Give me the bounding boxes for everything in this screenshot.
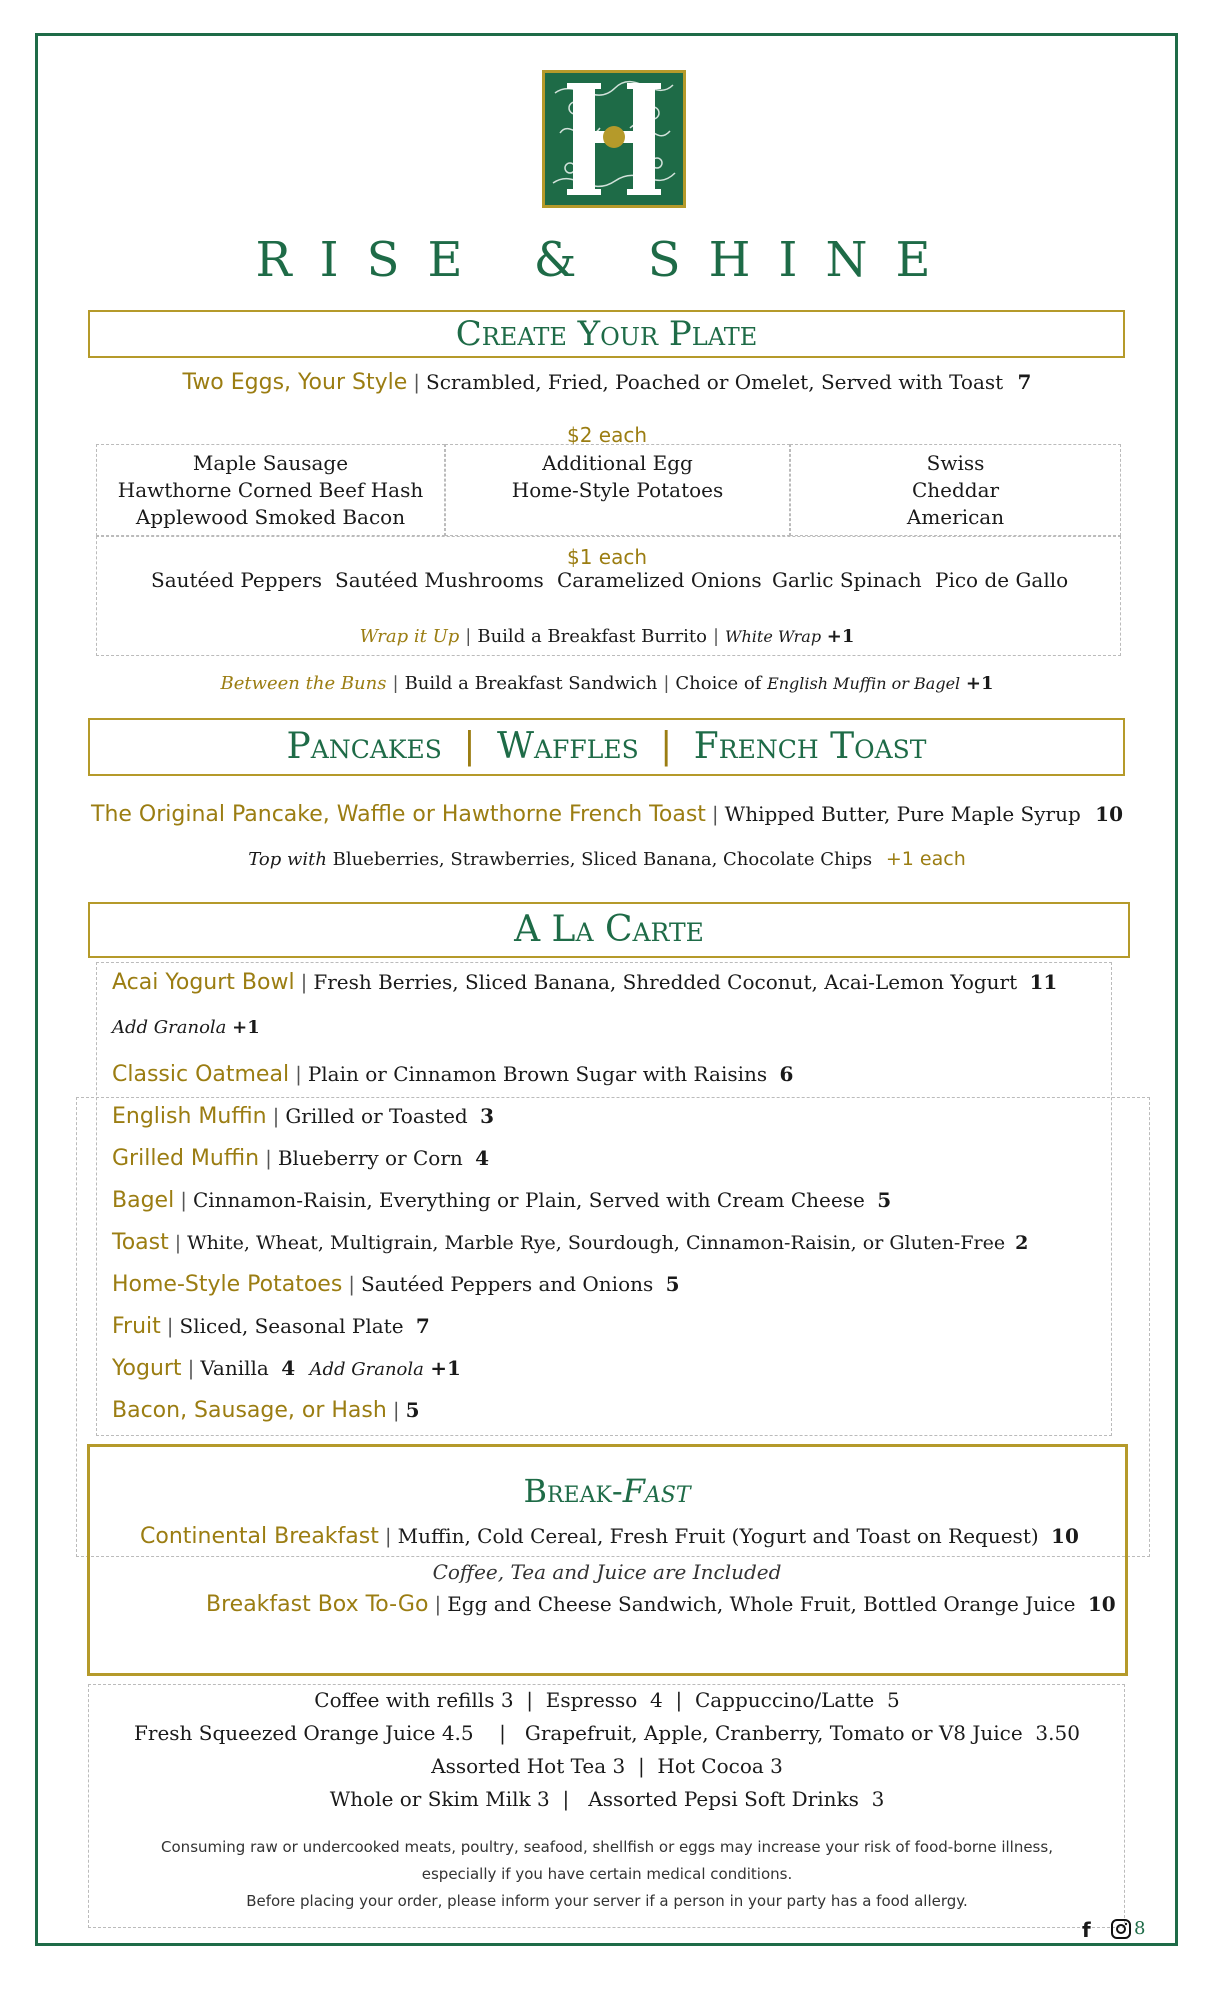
box-price: 10: [1087, 1592, 1116, 1616]
box-to-go-line: Breakfast Box To-Go | Egg and Cheese Sandwich, Whole Fruit, Bottled Orange Juice 10: [206, 1592, 1116, 1617]
drinks-line-3: Assorted Hot Tea 3 | Hot Cocoa 3: [431, 1754, 783, 1778]
wrap-line: Wrap it Up | Build a Breakfast Burrito | White Wrap +1: [359, 626, 855, 647]
menu-item-toast: Toast | White, Wheat, Multigrain, Marble Rye, Sourdough, Cinnamon-Raisin, or Gluten-Free 2: [112, 1230, 1029, 1255]
facebook-icon[interactable]: f: [1082, 1918, 1091, 1942]
option-item: Sautéed Peppers: [151, 568, 323, 592]
two-eggs-line: Two Eggs, Your Style | Scrambled, Fried, Poached or Omelet, Served with Toast 7: [182, 370, 1032, 395]
potatoes-desc: Sautéed Peppers and Onions: [361, 1272, 654, 1296]
pancakes-heading-1: Pancakes: [286, 726, 442, 767]
disclaimer-line-3: Before placing your order, please inform your server if a person in your party has a food allergy.: [246, 1892, 968, 1910]
option-item: Garlic Spinach: [772, 568, 922, 592]
extra-option: Additional Egg: [542, 451, 693, 475]
meat-option: Maple Sausage: [192, 451, 349, 475]
toppings-line: [0, 848, 1214, 870]
toast-name: Toast: [112, 1230, 169, 1255]
cheese-option: American: [906, 505, 1005, 529]
drinks-line-2: Fresh Squeezed Orange Juice 4.5 | Grapefruit, Apple, Cranberry, Tomato or V8 Juice 3.50: [134, 1721, 1080, 1745]
pancakes-item-name: The Original Pancake, Waffle or Hawthorne French Toast: [91, 802, 706, 827]
bagel-price: 5: [877, 1188, 892, 1212]
potatoes-price: 5: [665, 1272, 680, 1296]
grilled-desc: Blueberry or Corn: [277, 1146, 463, 1170]
alacarte-heading: A La Carte: [88, 902, 1130, 958]
pancakes-item-price: 10: [1095, 802, 1123, 826]
top-with-label: Top with: [248, 849, 327, 870]
menu-item-meats: Bacon, Sausage, or Hash | 5: [112, 1398, 420, 1423]
grilled-name: Grilled Muffin: [112, 1146, 260, 1171]
menu-title: RISE & SHINE: [255, 232, 959, 288]
one-dollar-label: $1 each: [566, 545, 648, 569]
fruit-desc: Sliced, Seasonal Plate: [179, 1314, 404, 1338]
option-item: Caramelized Onions: [557, 568, 762, 592]
fruit-name: Fruit: [112, 1314, 161, 1339]
menu-item-oatmeal: Classic Oatmeal | Plain or Cinnamon Brown Sugar with Raisins 6: [112, 1062, 794, 1087]
english-name: English Muffin: [112, 1104, 267, 1129]
acai-desc: Fresh Berries, Sliced Banana, Shredded Coconut, Acai-Lemon Yogurt: [313, 970, 1018, 994]
cheese-option: Cheddar: [911, 478, 1000, 502]
option-item: Pico de Gallo: [935, 568, 1069, 592]
two-eggs-desc: Scrambled, Fried, Poached or Omelet, Served with Toast: [426, 370, 1004, 394]
extra-option: Home-Style Potatoes: [511, 478, 724, 502]
pancakes-heading-3: French Toast: [693, 726, 927, 767]
pancakes-item-desc: Whipped Butter, Pure Maple Syrup: [724, 802, 1081, 826]
box-name: Breakfast Box To-Go: [206, 1592, 429, 1617]
buns-extra: English Muffin or Bagel: [767, 674, 961, 693]
continental-price: 10: [1051, 1524, 1079, 1548]
menu-item-bagel: Bagel | Cinnamon-Raisin, Everything or Plain, Served with Cream Cheese 5: [112, 1188, 892, 1213]
continental-name: Continental Breakfast: [140, 1524, 379, 1549]
instagram-icon[interactable]: [1110, 1918, 1132, 1940]
buns-choice: Choice of: [675, 673, 762, 694]
two-dollar-label: $2 each: [566, 423, 648, 447]
menu-item-fruit: Fruit | Sliced, Seasonal Plate 7: [112, 1314, 430, 1339]
breakfast-heading-b: Fast: [622, 1472, 691, 1510]
hawthorne-logo: [542, 70, 686, 208]
oatmeal-desc: Plain or Cinnamon Brown Sugar with Raisins: [307, 1062, 768, 1086]
wrap-name: Wrap it Up: [359, 626, 460, 647]
oatmeal-name: Classic Oatmeal: [112, 1062, 290, 1087]
menu-item-grilled-muffin: Grilled Muffin | Blueberry or Corn 4: [112, 1146, 490, 1171]
fruit-price: 7: [415, 1314, 430, 1338]
wrap-desc: Build a Breakfast Burrito: [477, 626, 707, 647]
continental-desc: Muffin, Cold Cereal, Fresh Fruit (Yogurt and Toast on Request): [397, 1524, 1039, 1548]
yogurt-price: 4: [281, 1356, 296, 1380]
english-price: 3: [480, 1104, 494, 1128]
buns-name: Between the Buns: [220, 673, 387, 694]
disclaimer-line-1: Consuming raw or undercooked meats, poultry, seafood, shellfish or eggs may increase your risk of food-borne illness,: [161, 1838, 1053, 1856]
oatmeal-price: 6: [779, 1062, 794, 1086]
menu-item-yogurt: Yogurt | Vanilla 4 Add Granola +1: [112, 1356, 461, 1381]
acai-name: Acai Yogurt Bowl: [112, 970, 295, 995]
acai-price: 11: [1029, 970, 1058, 994]
drinks-line-1: Coffee with refills 3 | Espresso 4 | Cappuccino/Latte 5: [314, 1688, 900, 1712]
meats-column: [96, 450, 445, 531]
toast-desc: White, Wheat, Multigrain, Marble Rye, Sourdough, Cinnamon-Raisin, or Gluten-Free: [187, 1232, 1006, 1254]
box-desc: Egg and Cheese Sandwich, Whole Fruit, Bottled Orange Juice: [447, 1592, 1076, 1616]
add-granola-label: Add Granola: [112, 1017, 227, 1038]
acai-granola: [112, 1017, 260, 1038]
two-eggs-name: Two Eggs, Your Style: [182, 370, 408, 395]
toast-price: 2: [1015, 1232, 1029, 1254]
add-granola-price: +1: [232, 1017, 260, 1038]
drinks-line-4: Whole or Skim Milk 3 | Assorted Pepsi Soft Drinks 3: [329, 1787, 885, 1811]
menu-item-potatoes: Home-Style Potatoes | Sautéed Peppers and Onions 5: [112, 1272, 680, 1297]
pancakes-item-line: The Original Pancake, Waffle or Hawthorne French Toast | Whipped Butter, Pure Maple Syrup 10: [91, 802, 1123, 827]
yogurt-granola-price: +1: [430, 1356, 461, 1380]
meats-name: Bacon, Sausage, or Hash: [112, 1398, 387, 1423]
meats-price: 5: [405, 1398, 420, 1422]
english-desc: Grilled or Toasted: [285, 1104, 468, 1128]
yogurt-granola: Add Granola: [309, 1359, 424, 1380]
option-item: Sautéed Mushrooms: [335, 568, 544, 592]
cheese-option: Swiss: [926, 451, 985, 475]
meat-option: Hawthorne Corned Beef Hash: [117, 478, 424, 502]
continental-line: Continental Breakfast | Muffin, Cold Cereal, Fresh Fruit (Yogurt and Toast on Request) 10: [140, 1524, 1079, 1549]
menu-item-english-muffin: English Muffin | Grilled or Toasted 3: [112, 1104, 494, 1129]
toppings-list: Blueberries, Strawberries, Sliced Banana, Chocolate Chips: [332, 849, 873, 870]
bagel-desc: Cinnamon-Raisin, Everything or Plain, Served with Cream Cheese: [192, 1188, 865, 1212]
bagel-name: Bagel: [112, 1188, 175, 1213]
wrap-price: +1: [826, 626, 855, 647]
menu-item-acai: Acai Yogurt Bowl | Fresh Berries, Sliced Banana, Shredded Coconut, Acai-Lemon Yogurt 11: [112, 970, 1058, 995]
pancakes-heading-2: Waffles: [496, 726, 639, 767]
cheese-column: [790, 450, 1121, 531]
yogurt-desc: Vanilla: [200, 1356, 269, 1380]
yogurt-name: Yogurt: [112, 1356, 182, 1381]
toppings-price: +1 each: [885, 848, 966, 870]
included-note: Coffee, Tea and Juice are Included: [432, 1560, 782, 1584]
page-number: 8: [1134, 1918, 1146, 1939]
pancakes-heading: Pancakes | Waffles | French Toast: [88, 718, 1125, 776]
potatoes-name: Home-Style Potatoes: [112, 1272, 343, 1297]
buns-price: +1: [965, 673, 994, 694]
grilled-price: 4: [475, 1146, 490, 1170]
two-eggs-price: 7: [1017, 370, 1032, 394]
create-plate-heading: Create Your Plate: [88, 310, 1125, 358]
buns-desc: Build a Breakfast Sandwich: [404, 673, 658, 694]
meat-option: Applewood Smoked Bacon: [135, 505, 406, 529]
wrap-extra: White Wrap: [725, 627, 822, 646]
breakfast-heading: [0, 1472, 1214, 1510]
extras-column: [445, 450, 790, 504]
buns-line: Between the Buns | Build a Breakfast Sandwich | Choice of English Muffin or Bagel +1: [220, 673, 994, 694]
breakfast-heading-a: Break-: [523, 1472, 623, 1510]
disclaimer-line-2: especially if you have certain medical conditions.: [421, 1865, 793, 1883]
